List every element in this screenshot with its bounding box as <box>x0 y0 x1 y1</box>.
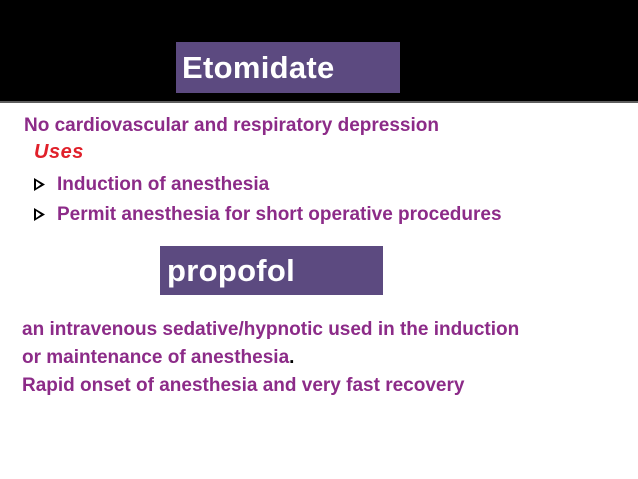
uses-item-label: Induction of anesthesia <box>57 174 270 195</box>
propofol-description-line3: Rapid onset of anesthesia and very fast recovery <box>22 375 465 396</box>
propofol-description-line2 <box>22 348 294 367</box>
propofol-description-line1: an intravenous sedative/hypnotic used in the induction <box>22 319 520 340</box>
etomidate-note: No cardiovascular and respiratory depression <box>24 115 439 136</box>
propofol-description-line2-period: . <box>289 347 295 368</box>
uses-item <box>34 205 502 224</box>
etomidate-title: Etomidate <box>176 42 400 93</box>
propofol-description-line2-text: or maintenance of anesthesia <box>22 347 290 368</box>
propofol-title: propofol <box>160 246 383 295</box>
uses-item-label: Permit anesthesia for short operative procedures <box>57 204 502 225</box>
uses-heading: Uses <box>34 141 84 163</box>
arrow-bullet-icon <box>34 208 45 221</box>
header-divider <box>0 101 638 103</box>
arrow-bullet-icon <box>34 178 45 191</box>
uses-item <box>34 175 269 194</box>
